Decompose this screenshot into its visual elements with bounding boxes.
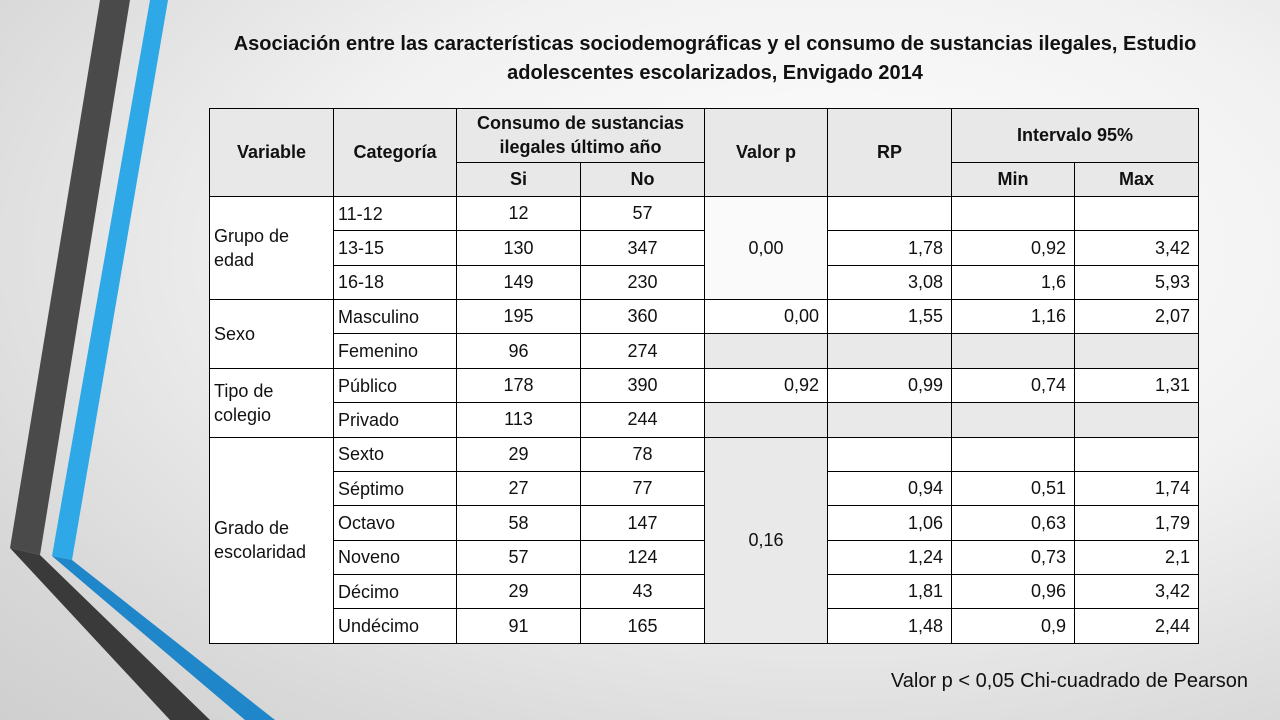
table-row [210, 437, 1199, 471]
si-cell: 195 [457, 300, 581, 334]
table-row [210, 403, 1199, 437]
header-valor-p: Valor p [705, 109, 828, 197]
rp-cell: 1,81 [828, 575, 952, 609]
min-cell: 0,92 [952, 231, 1075, 265]
min-cell [952, 196, 1075, 230]
rp-cell [828, 403, 952, 437]
category-cell: Undécimo [334, 609, 457, 644]
si-cell: 96 [457, 334, 581, 368]
header-rp: RP [828, 109, 952, 197]
table-row [210, 265, 1199, 299]
si-cell: 29 [457, 575, 581, 609]
valor-p-cell: 0,16 [705, 437, 828, 643]
category-cell: Femenino [334, 334, 457, 368]
table-row [210, 196, 1199, 230]
header-min: Min [952, 162, 1075, 196]
header-variable: Variable [210, 109, 334, 197]
rp-cell [828, 437, 952, 471]
rp-cell: 0,99 [828, 368, 952, 402]
page-title: Asociación entre las características sociodemográficas y el consumo de sustancias ilegales, Estudio adolescentes escolarizados, Envigado 2014 [233, 33, 1197, 84]
category-cell: 11-12 [334, 196, 457, 230]
results-table [209, 108, 1199, 644]
max-cell: 1,74 [1075, 471, 1199, 505]
no-cell: 78 [581, 437, 705, 471]
max-cell: 1,31 [1075, 368, 1199, 402]
si-cell: 27 [457, 471, 581, 505]
table-row [210, 506, 1199, 540]
rp-cell [828, 196, 952, 230]
valor-p-cell: 0,00 [705, 196, 828, 299]
rp-cell: 1,78 [828, 231, 952, 265]
no-cell: 124 [581, 540, 705, 574]
min-cell: 0,96 [952, 575, 1075, 609]
no-cell: 77 [581, 471, 705, 505]
table-row [210, 540, 1199, 574]
max-cell: 2,1 [1075, 540, 1199, 574]
category-cell: Masculino [334, 300, 457, 334]
min-cell [952, 334, 1075, 368]
valor-p-cell: 0,92 [705, 368, 828, 402]
min-cell: 0,74 [952, 368, 1075, 402]
no-cell: 147 [581, 506, 705, 540]
variable-cell: Grado de escolaridad [210, 437, 334, 643]
valor-p-cell [705, 403, 828, 437]
max-cell: 1,79 [1075, 506, 1199, 540]
header-no: No [581, 162, 705, 196]
max-cell [1075, 403, 1199, 437]
category-cell: Octavo [334, 506, 457, 540]
rp-cell [828, 334, 952, 368]
min-cell: 1,6 [952, 265, 1075, 299]
no-cell: 390 [581, 368, 705, 402]
table-row [210, 334, 1199, 368]
rp-cell: 3,08 [828, 265, 952, 299]
category-cell: Público [334, 368, 457, 402]
valor-p-cell [705, 334, 828, 368]
si-cell: 29 [457, 437, 581, 471]
table-row [210, 609, 1199, 644]
header-max: Max [1075, 162, 1199, 196]
max-cell: 2,07 [1075, 300, 1199, 334]
category-cell: 16-18 [334, 265, 457, 299]
table-row [210, 471, 1199, 505]
table-row [210, 575, 1199, 609]
rp-cell: 1,06 [828, 506, 952, 540]
min-cell: 0,9 [952, 609, 1075, 644]
header-categoria: Categoría [334, 109, 457, 197]
table-row [210, 368, 1199, 402]
no-cell: 165 [581, 609, 705, 644]
min-cell [952, 437, 1075, 471]
table-row [210, 300, 1199, 334]
table-row [210, 231, 1199, 265]
max-cell [1075, 437, 1199, 471]
rp-cell: 1,55 [828, 300, 952, 334]
no-cell: 347 [581, 231, 705, 265]
header-intervalo: Intervalo 95% [952, 109, 1199, 163]
category-cell: Privado [334, 403, 457, 437]
si-cell: 178 [457, 368, 581, 402]
variable-cell: Grupo de edad [210, 196, 334, 299]
no-cell: 274 [581, 334, 705, 368]
no-cell: 57 [581, 196, 705, 230]
si-cell: 58 [457, 506, 581, 540]
si-cell: 57 [457, 540, 581, 574]
max-cell: 2,44 [1075, 609, 1199, 644]
max-cell: 5,93 [1075, 265, 1199, 299]
header-si: Si [457, 162, 581, 196]
si-cell: 113 [457, 403, 581, 437]
category-cell: Sexto [334, 437, 457, 471]
max-cell [1075, 334, 1199, 368]
no-cell: 43 [581, 575, 705, 609]
si-cell: 130 [457, 231, 581, 265]
min-cell: 0,63 [952, 506, 1075, 540]
si-cell: 91 [457, 609, 581, 644]
category-cell: Séptimo [334, 471, 457, 505]
max-cell: 3,42 [1075, 575, 1199, 609]
variable-cell: Tipo de colegio [210, 368, 334, 437]
category-cell: Noveno [334, 540, 457, 574]
min-cell: 1,16 [952, 300, 1075, 334]
no-cell: 360 [581, 300, 705, 334]
si-cell: 149 [457, 265, 581, 299]
min-cell [952, 403, 1075, 437]
category-cell: Décimo [334, 575, 457, 609]
no-cell: 230 [581, 265, 705, 299]
no-cell: 244 [581, 403, 705, 437]
category-cell: 13-15 [334, 231, 457, 265]
rp-cell: 0,94 [828, 471, 952, 505]
min-cell: 0,73 [952, 540, 1075, 574]
footnote: Valor p < 0,05 Chi-cuadrado de Pearson [890, 670, 1248, 692]
variable-cell: Sexo [210, 300, 334, 369]
max-cell: 3,42 [1075, 231, 1199, 265]
si-cell: 12 [457, 196, 581, 230]
valor-p-cell: 0,00 [705, 300, 828, 334]
header-consumo: Consumo de sustancias ilegales último año [457, 109, 705, 163]
min-cell: 0,51 [952, 471, 1075, 505]
max-cell [1075, 196, 1199, 230]
rp-cell: 1,48 [828, 609, 952, 644]
rp-cell: 1,24 [828, 540, 952, 574]
